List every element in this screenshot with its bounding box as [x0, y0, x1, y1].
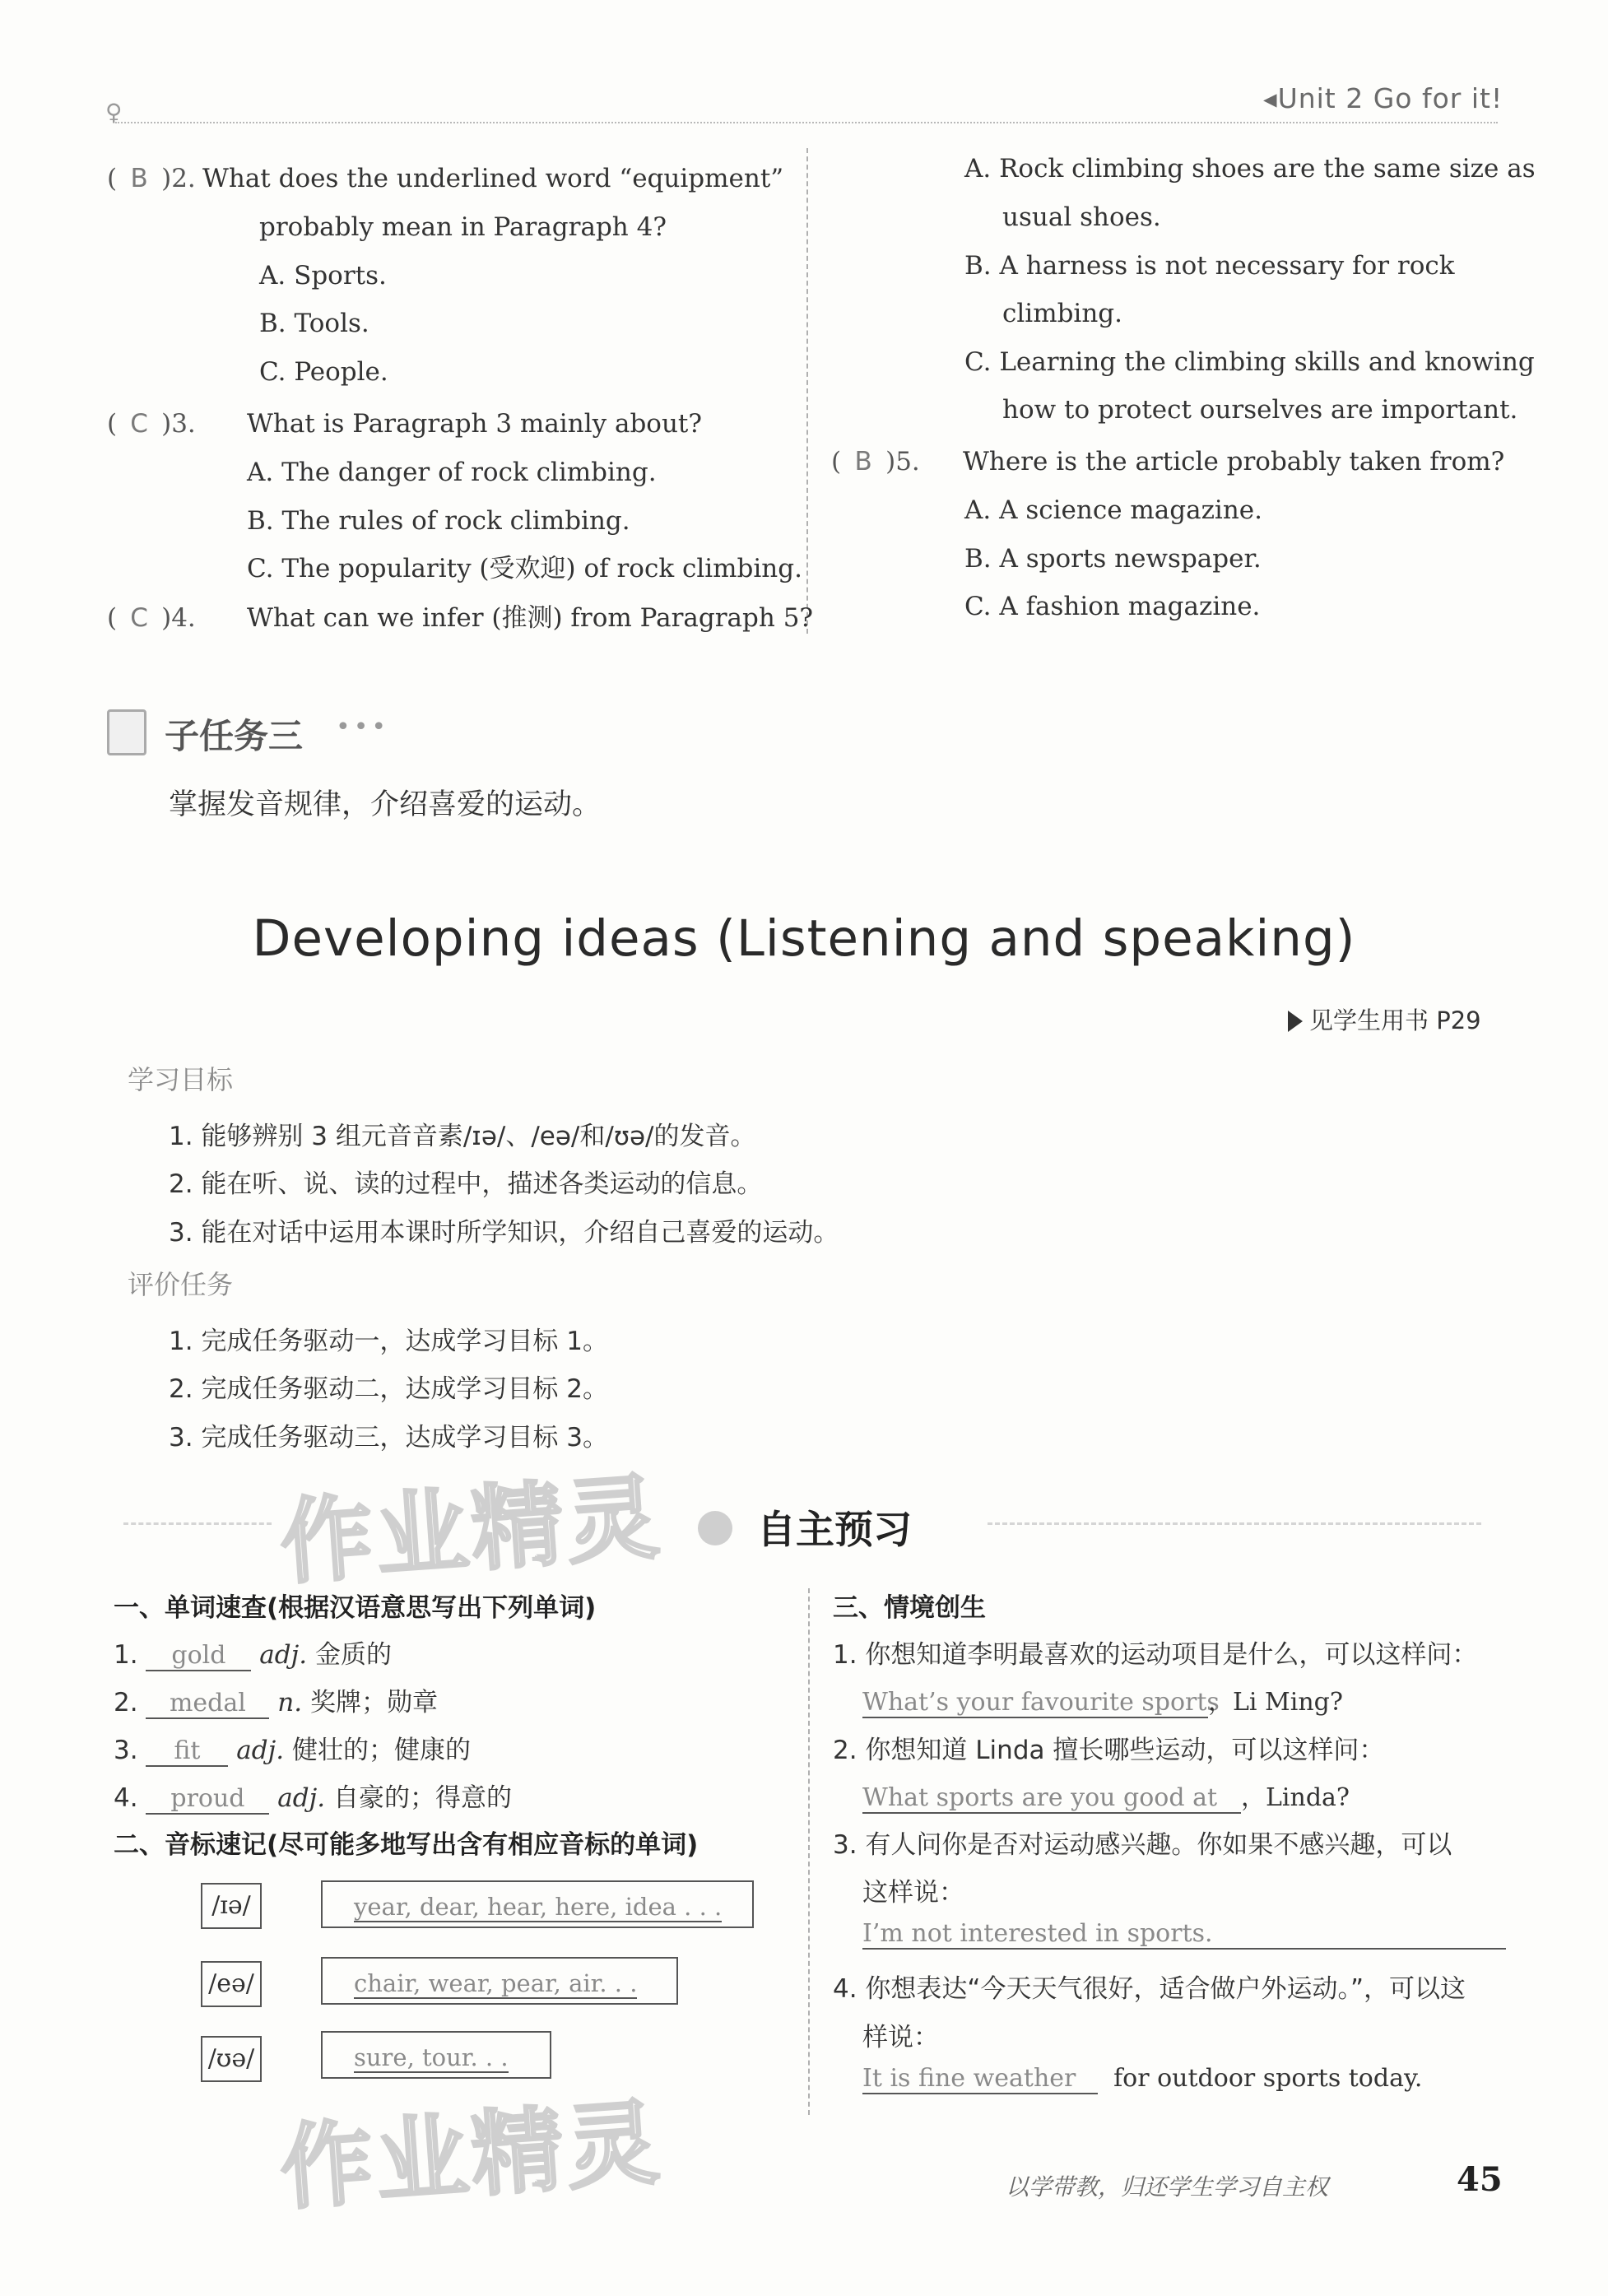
option-continued: how to protect ourselves are important. — [1002, 395, 1518, 425]
answer-mark: C — [130, 603, 148, 633]
option: A. A science magazine. — [964, 495, 1263, 525]
phonetic-symbol: /ʊə/ — [201, 2036, 262, 2082]
goal-item: 3. 能在对话中运用本课时所学知识，介绍自己喜爱的运动。 — [169, 1218, 839, 1248]
column-divider — [806, 148, 808, 634]
option-continued: climbing. — [1002, 299, 1123, 328]
word-item-4: 4. proud adj. 自豪的；得意的 — [114, 1783, 512, 1813]
question-3: ( C )3. What is Paragraph 3 mainly about? — [107, 400, 702, 448]
answer-blank: gold — [146, 1641, 251, 1671]
option: B. A sports newspaper. — [964, 544, 1262, 574]
phonetic-answer-box: year, dear, hear, here, idea . . . — [321, 1880, 754, 1928]
scenario-3-answer: I’m not interested in sports. — [862, 1919, 1506, 1950]
phonetic-symbol: /eə/ — [201, 1961, 262, 2007]
banner-line-right — [988, 1522, 1481, 1525]
answer-blank: fit — [146, 1736, 228, 1767]
evaluation-item: 3. 完成任务驱动三，达成学习目标 3。 — [169, 1423, 609, 1452]
watermark: 作业精灵 — [277, 2089, 666, 2224]
evaluation-item: 2. 完成任务驱动二，达成学习目标 2。 — [169, 1374, 609, 1404]
part3-title: 三、情境创生 — [833, 1593, 986, 1623]
part2-title: 二、音标速记(尽可能多地写出含有相应音标的单词) — [114, 1830, 699, 1860]
triangle-icon — [1288, 1011, 1303, 1032]
lightbulb-icon: ♀ — [105, 99, 123, 126]
answer-mark: B — [854, 447, 872, 476]
preview-title: 自主预习 — [757, 1508, 912, 1553]
scenario-2-answer: What sports are you good at ，Linda? — [862, 1783, 1350, 1812]
option: A. Sports. — [259, 261, 387, 290]
word-item-3: 3. fit adj. 健壮的；健康的 — [114, 1736, 471, 1765]
option: B. The rules of rock climbing. — [247, 506, 630, 536]
word-item-2: 2. medal n. 奖牌；勋章 — [114, 1688, 438, 1717]
option: C. A fashion magazine. — [964, 592, 1261, 621]
question-4: ( C )4. What can we infer (推测) from Paragraph 5? — [107, 594, 813, 642]
question-2: ( B )2. What does the underlined word “equipment” — [107, 155, 783, 202]
page-number: 45 — [1457, 2160, 1503, 2199]
textbook-reference: 见学生用书 P29 — [1288, 1002, 1481, 1036]
option: A. The danger of rock climbing. — [247, 458, 657, 487]
scenario-4-prompt: 4. 你想表达“今天天气很好，适合做户外运动。”，可以这 — [833, 1974, 1466, 2004]
option: C. People. — [259, 357, 388, 387]
column-divider — [808, 1588, 810, 2115]
answer-mark: B — [130, 164, 148, 193]
option: C. The popularity (受欢迎) of rock climbing. — [247, 554, 802, 583]
dots-decoration: ••• — [336, 713, 390, 741]
scenario-2-prompt: 2. 你想知道 Linda 擅长哪些运动，可以这样问： — [833, 1736, 1385, 1765]
watermark: 作业精灵 — [277, 1463, 666, 1598]
scenario-1-answer: What’s your favourite sports，Li Ming? — [862, 1688, 1343, 1717]
goals-label: 学习目标 — [128, 1064, 234, 1095]
option: B. Tools. — [259, 309, 369, 338]
phonetic-answer-box: chair, wear, pear, air. . . — [321, 1957, 678, 2005]
option-continued: usual shoes. — [1002, 202, 1161, 232]
phonetic-symbol: /ɪə/ — [201, 1883, 262, 1929]
option: C. Learning the climbing skills and knowing — [964, 347, 1535, 377]
part1-title: 一、单词速查(根据汉语意思写出下列单词) — [114, 1593, 597, 1623]
answer-blank: medal — [146, 1689, 269, 1719]
phonetic-answer-box: sure, tour. . . — [321, 2031, 551, 2079]
scenario-4-answer: It is fine weather for outdoor sports today. — [862, 2064, 1423, 2093]
goal-item: 2. 能在听、说、读的过程中，描述各类运动的信息。 — [169, 1169, 763, 1199]
option: B. A harness is not necessary for rock — [964, 251, 1455, 281]
preview-icon — [698, 1511, 732, 1545]
unit-header: ◂Unit 2 Go for it! — [1263, 82, 1503, 114]
banner-line-left — [123, 1522, 272, 1525]
subtask-description: 掌握发音规律，介绍喜爱的运动。 — [169, 788, 602, 821]
subtask-title: 子任务三 — [165, 716, 304, 756]
answer-mark: C — [130, 409, 148, 439]
evaluation-item: 1. 完成任务驱动一，达成学习目标 1。 — [169, 1327, 609, 1356]
book-icon — [107, 709, 146, 755]
footer-slogan: 以学带教，归还学生学习自主权 — [1006, 2173, 1329, 2201]
scenario-4-prompt-continued: 样说： — [862, 2023, 939, 2052]
question-5: ( B )5. Where is the article probably taken from? — [831, 438, 1504, 486]
evaluation-label: 评价任务 — [128, 1269, 234, 1300]
scenario-3-prompt: 3. 有人问你是否对运动感兴趣。你如果不感兴趣，可以 — [833, 1830, 1452, 1860]
answer-blank: proud — [146, 1784, 269, 1815]
section-title: Developing ideas (Listening and speaking) — [252, 909, 1356, 968]
scenario-1-prompt: 1. 你想知道李明最喜欢的运动项目是什么，可以这样问： — [833, 1640, 1478, 1670]
scenario-3-prompt-continued: 这样说： — [862, 1878, 964, 1908]
goal-item: 1. 能够辨别 3 组元音音素/ɪə/、/eə/和/ʊə/的发音。 — [169, 1122, 756, 1151]
word-item-1: 1. gold adj. 金质的 — [114, 1640, 392, 1670]
header-divider — [115, 122, 1498, 123]
option: A. Rock climbing shoes are the same size as — [964, 154, 1536, 184]
question-text-continued: probably mean in Paragraph 4? — [259, 212, 667, 242]
